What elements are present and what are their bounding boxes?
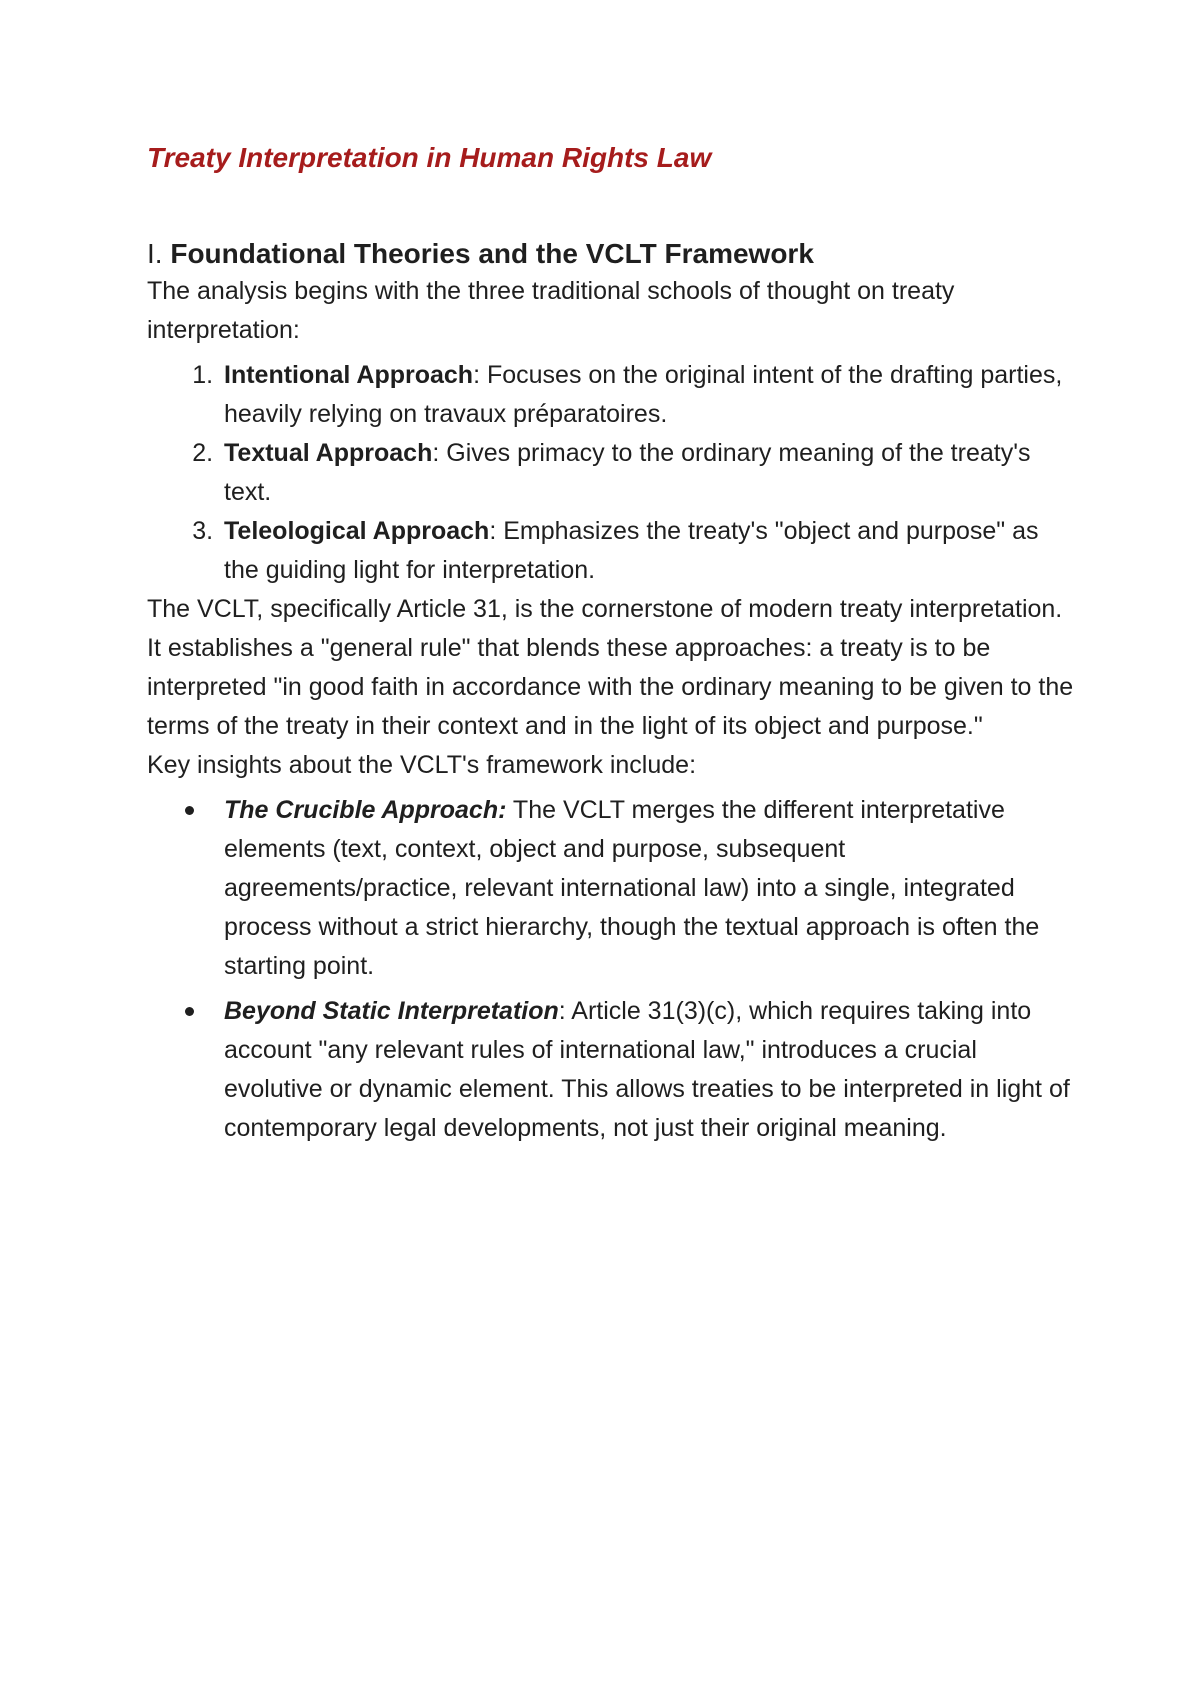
approaches-list [147,356,1077,590]
approach-text: : Focuses on the original intent of the drafting parties, heavily relying on travaux préparatoires. [224,361,1063,428]
list-item [220,512,1077,590]
section-title: Foundational Theories and the VCLT Framework [170,238,814,269]
document-title: Treaty Interpretation in Human Rights Law [147,142,712,173]
bullet-icon [185,806,194,815]
section-number: I. [147,238,163,269]
list-item [220,356,1077,434]
insight-term: The Crucible Approach: [224,796,507,824]
approach-term: Intentional Approach [224,361,474,389]
intro-paragraph: The analysis begins with the three traditional schools of thought on treaty interpretation: [147,277,955,344]
approach-term: Textual Approach [224,439,433,467]
document-page [147,140,1077,1148]
insight-text: The VCLT merges the different interpretative elements (text, context, object and purpose, subsequent agreements/practice, relevant international law) into a single, integrated process without a strict hierarchy, though the textual approach is often the starting point. [224,796,1040,980]
list-item [220,434,1077,512]
insight-term: Beyond Static Interpretation [224,997,559,1025]
approach-text: : Emphasizes the treaty's "object and purpose" as the guiding light for interpretation. [224,517,1039,584]
bullet-icon [185,1007,194,1016]
insights-list [147,791,1077,1148]
key-insights-intro: Key insights about the VCLT's framework include: [147,751,697,779]
list-item [220,791,1077,986]
insight-text: : Article 31(3)(c), which requires taking into account "any relevant rules of international law," introduces a crucial evolutive or dynamic element. This allows treaties to be interpreted in light of contemporary legal developments, not just their original meaning. [224,997,1070,1142]
approach-text: : Gives primacy to the ordinary meaning of the treaty's text. [224,439,1031,506]
approach-term: Teleological Approach [224,517,490,545]
list-item [220,992,1077,1148]
section-heading [147,236,1077,272]
vclt-paragraph: The VCLT, specifically Article 31, is the cornerstone of modern treaty interpretation. It establishes a "general rule" that blends these approaches: a treaty is to be interpreted "in good faith in accordance with the ordinary meaning to be given to the terms of the treaty in their context and in the light of its object and purpose." [147,595,1074,740]
